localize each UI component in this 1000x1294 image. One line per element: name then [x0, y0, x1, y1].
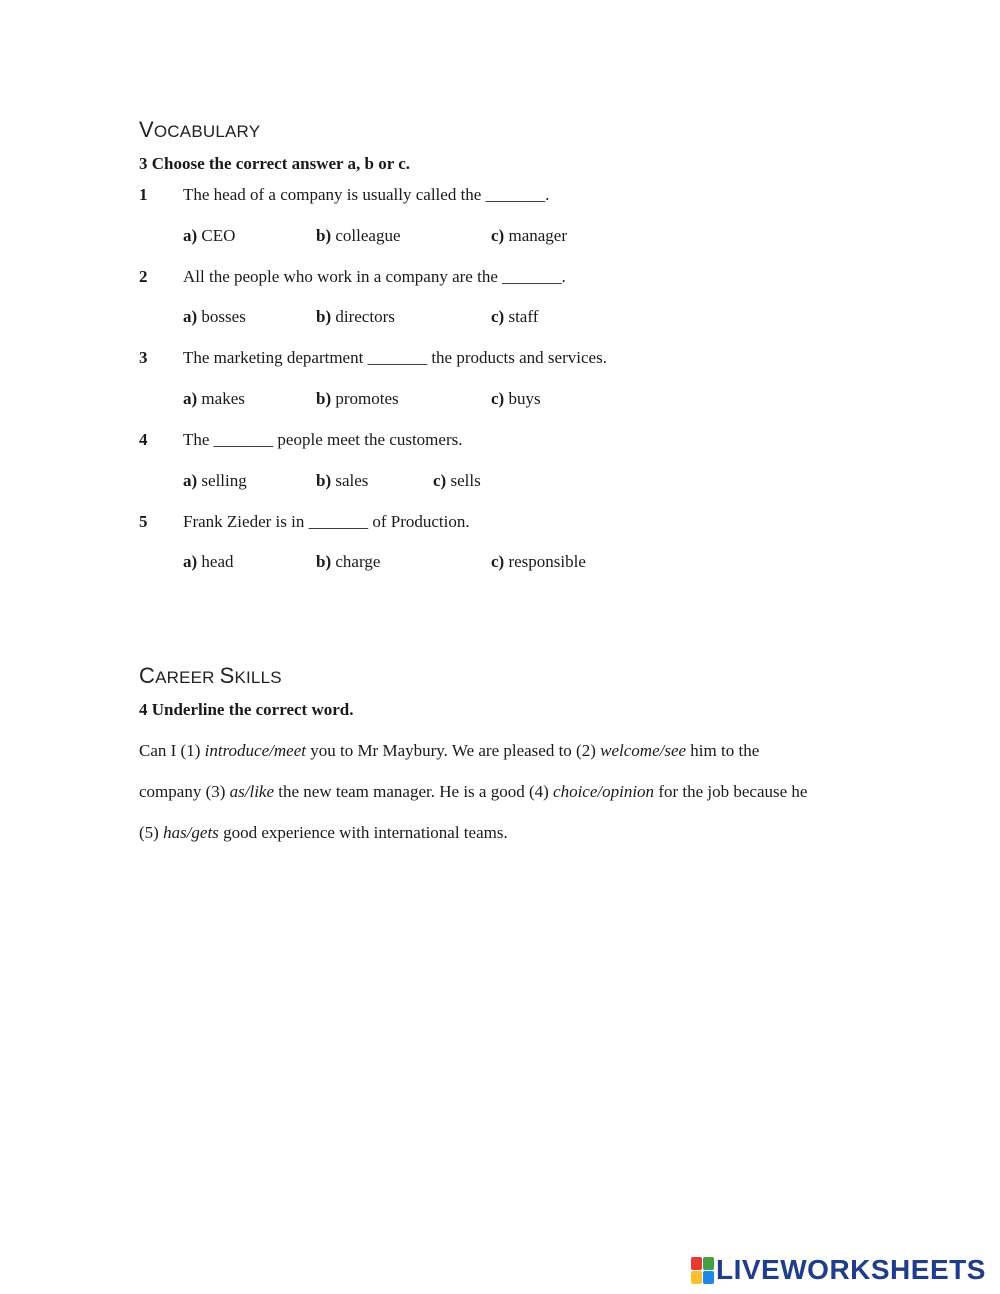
q1-option-b[interactable]	[316, 226, 401, 246]
heading-rest: AREER	[155, 668, 220, 687]
logo-block	[691, 1271, 702, 1284]
text: you to Mr Maybury. We are pleased to (2)	[305, 741, 601, 760]
question-stem: Frank Zieder is in _______ of Production.	[183, 512, 470, 531]
heading-initial: V	[139, 117, 154, 142]
text: the new team manager. He is a good (4)	[274, 782, 554, 801]
q2-option-c[interactable]	[491, 307, 538, 327]
option-letter: c)	[491, 389, 505, 408]
vocabulary-instruction: 3 Choose the correct answer a, b or c.	[139, 154, 411, 173]
option-text: sales	[335, 471, 369, 490]
q5-option-a[interactable]	[183, 552, 234, 572]
choice-2[interactable]: welcome/see	[600, 741, 687, 760]
q2-option-b[interactable]	[316, 307, 395, 327]
q5-option-b[interactable]	[316, 552, 380, 572]
logo-block	[703, 1257, 714, 1270]
text: company (3)	[139, 782, 230, 801]
choice-4[interactable]: choice/opinion	[553, 782, 655, 801]
option-text: buys	[508, 389, 541, 408]
liveworksheets-logo-icon	[691, 1257, 713, 1283]
option-letter: b)	[316, 307, 332, 326]
text: (5)	[139, 823, 164, 842]
liveworksheets-logo	[691, 1255, 986, 1285]
option-text: head	[201, 552, 234, 571]
option-letter: c)	[491, 552, 505, 571]
choice-3[interactable]: as/like	[229, 782, 275, 801]
choice-5[interactable]: has/gets	[163, 823, 219, 842]
option-letter: b)	[316, 226, 332, 245]
option-text: responsible	[508, 552, 586, 571]
logo-block	[691, 1257, 702, 1270]
option-letter: c)	[433, 471, 447, 490]
question-number: 1	[139, 185, 148, 204]
text: for the job because he	[654, 782, 808, 801]
option-letter: b)	[316, 389, 332, 408]
option-letter: b)	[316, 552, 332, 571]
q4-option-c[interactable]	[433, 471, 481, 491]
option-text: makes	[201, 389, 245, 408]
heading-initial: S	[219, 663, 235, 688]
text: Can I (1)	[139, 741, 205, 760]
option-letter: a)	[183, 226, 198, 245]
text: good experience with international teams.	[218, 823, 508, 842]
choice-1[interactable]: introduce/meet	[204, 741, 306, 760]
question-number: 2	[139, 267, 148, 286]
heading-rest: KILLS	[234, 668, 282, 687]
option-text: staff	[508, 307, 539, 326]
q4-option-a[interactable]	[183, 471, 247, 491]
heading-rest: OCABULARY	[153, 122, 261, 141]
option-letter: a)	[183, 552, 198, 571]
option-text: directors	[335, 307, 395, 326]
q5-option-c[interactable]	[491, 552, 586, 572]
option-text: selling	[201, 471, 247, 490]
q2-option-a[interactable]	[183, 307, 246, 327]
q3-option-b[interactable]	[316, 389, 399, 409]
q4-option-b[interactable]	[316, 471, 368, 491]
q1-option-c[interactable]	[491, 226, 567, 246]
option-letter: a)	[183, 471, 198, 490]
option-letter: b)	[316, 471, 332, 490]
question-stem: All the people who work in a company are the _______.	[183, 267, 566, 286]
q3-option-a[interactable]	[183, 389, 245, 409]
option-text: sells	[450, 471, 481, 490]
option-letter: a)	[183, 389, 198, 408]
option-text: colleague	[335, 226, 401, 245]
option-text: CEO	[201, 226, 236, 245]
option-text: manager	[508, 226, 567, 245]
paragraph-line-2	[139, 782, 807, 802]
question-stem: The marketing department _______ the products and services.	[183, 348, 607, 367]
option-letter: a)	[183, 307, 198, 326]
logo-block	[703, 1271, 714, 1284]
question-number: 4	[139, 430, 148, 449]
paragraph-line-1	[139, 741, 759, 761]
paragraph-line-3	[139, 823, 508, 843]
question-number: 3	[139, 348, 148, 367]
option-letter: c)	[491, 307, 505, 326]
vocabulary-heading	[139, 117, 260, 143]
career-instruction: 4 Underline the correct word.	[139, 700, 354, 719]
question-stem: The head of a company is usually called the _______.	[183, 185, 550, 204]
question-number: 5	[139, 512, 148, 531]
question-stem: The _______ people meet the customers.	[183, 430, 463, 449]
q3-option-c[interactable]	[491, 389, 541, 409]
option-text: charge	[335, 552, 381, 571]
q1-option-a[interactable]	[183, 226, 235, 246]
logo-text: LIVEWORKSHEETS	[716, 1254, 986, 1285]
text: him to the	[686, 741, 760, 760]
option-text: promotes	[335, 389, 399, 408]
option-text: bosses	[201, 307, 246, 326]
option-letter: c)	[491, 226, 505, 245]
heading-initial: C	[139, 663, 156, 688]
career-skills-heading	[139, 663, 282, 689]
